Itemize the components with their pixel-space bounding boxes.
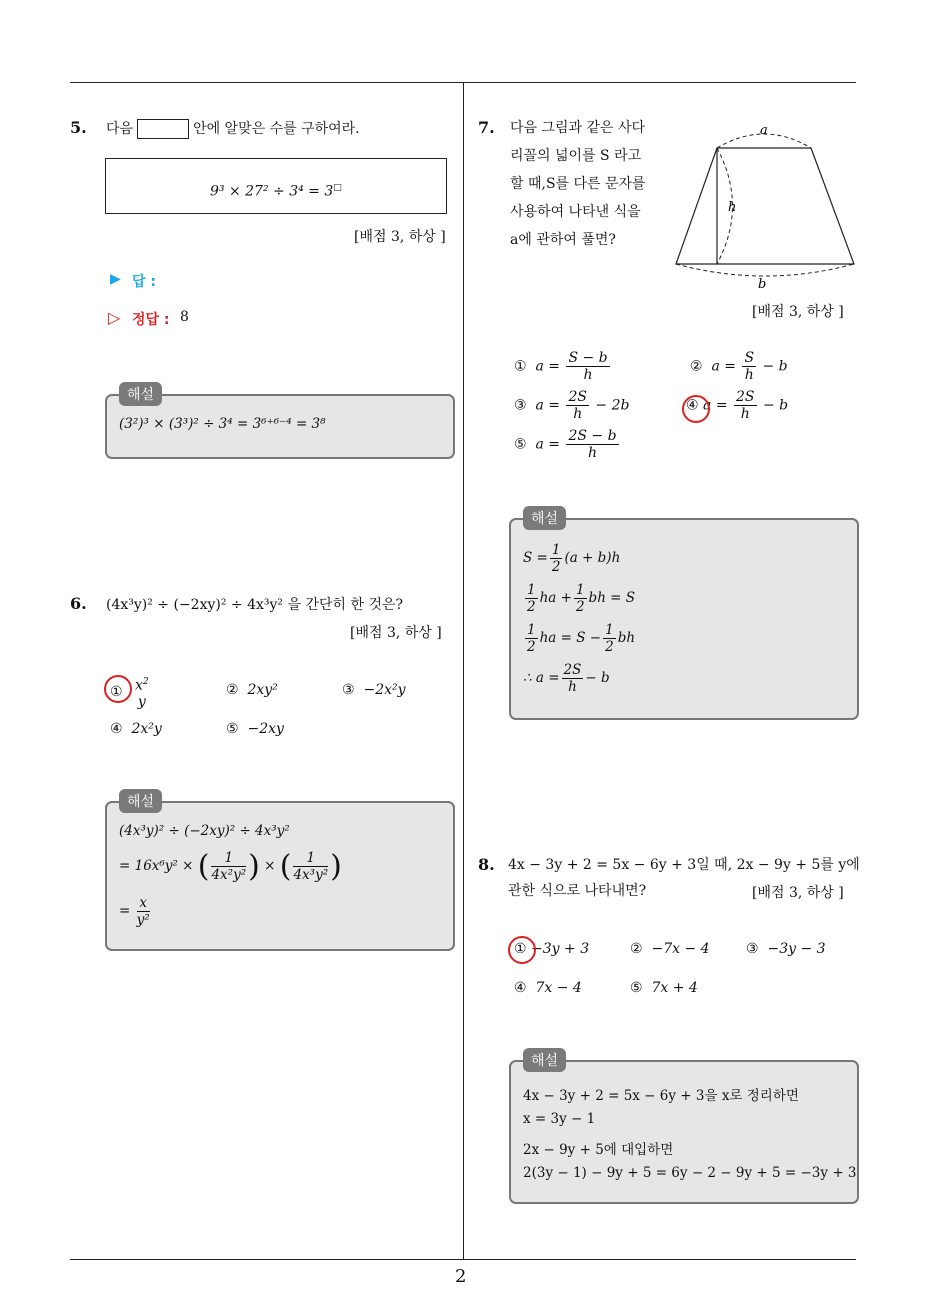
q7-choice-2[interactable] [690,350,788,383]
q7-sol-l2-num: 1 [527,582,536,598]
q7-trapezoid-figure [670,118,860,293]
column-divider [463,83,464,1260]
q7-choice-1-den: h [583,367,593,383]
q7-sol-l2-tail: bh = S [588,590,636,606]
q8-choice-3[interactable] [746,941,826,957]
q5-expression-text: 9³ × 27² ÷ 3⁴ = 3 [210,183,334,200]
q5-number: 5. [70,118,87,137]
q6-choice-2[interactable] [226,682,278,698]
q7-choice-2-fraction [742,350,756,383]
q7-sol-l4-frac [562,662,584,695]
q6-solution-line-2 [119,849,342,884]
q5-correct-label: 정답 : [132,312,170,328]
q7-choice-5-number: ⑤ [514,436,527,453]
q6-meta: [배점 3, 하상 ] [350,625,442,641]
q6-choice-1-number: ① [110,683,123,700]
q7-solution-box [509,518,859,720]
q6-solution-frac-b [293,850,328,883]
q5-text-before: 다음 [106,121,134,137]
q6-choice-1-numerator: x [135,677,143,694]
q7-line-2: 리꼴의 넓이를 S 라고 [510,148,642,164]
q7-choice-1-lhs: a = [535,358,560,375]
q7-solution-line-2 [523,582,635,615]
q7-trapezoid-outline [676,148,854,264]
q6-choice-4[interactable] [110,721,162,737]
q6-choice-3[interactable] [342,682,406,698]
q8-choice-4-text: 7x − 4 [535,980,582,996]
q7-choice-3-den: h [573,406,583,422]
q7-sol-l2-frac [525,582,538,615]
q7-choice-4-tail: − b [762,397,789,414]
q6-solution-times: × [264,858,276,874]
q7-line-5: a에 관하여 풀면? [510,232,616,248]
q7-choice-3-num: 2S [568,389,587,405]
q7-number: 7. [478,118,495,137]
q7-sol-l2-mid: ha + [539,590,572,606]
q6-solution-box [105,801,455,951]
q7-selected-circle [682,395,710,423]
q6-solution-line-3 [119,895,152,928]
q5-meta: [배점 3, 하상 ] [354,229,446,245]
q5-solution-line: (3²)³ × (3³)² ÷ 3⁴ = 3⁶⁺⁶⁻⁴ = 3⁸ [119,416,326,432]
q7-choice-1-fraction [566,350,609,383]
q7-choice-1-num: S − b [568,350,608,366]
q6-choice-5-number: ⑤ [226,721,239,737]
q5-expression [210,183,342,200]
q5-text-after: 안에 알맞은 수를 구하여라. [193,121,360,137]
q6-selected-circle [104,675,132,703]
q6-choice-1-denominator: y [137,693,146,710]
q6-choice-4-number: ④ [110,721,123,737]
q7-solution-tag: 해설 [523,506,566,530]
q7-choice-3-lhs: a = [535,397,560,414]
q6-question: (4x³y)² ÷ (−2xy)² ÷ 4x³y² 을 간단히 한 것은? [106,597,404,613]
q7-choice-5-fraction [566,428,618,461]
q8-solution-line-1: 4x − 3y + 2 = 5x − 6y + 3을 x로 정리하면 [523,1088,799,1104]
q7-sol-l3-frac [525,622,538,655]
q7-meta: [배점 3, 하상 ] [752,304,844,320]
q7-sol-l1-den: 2 [551,559,561,575]
q7-line-4: 사용하여 나타낸 식을 [510,204,641,220]
q7-solution-line-4 [523,662,610,695]
q5-solution-tag: 해설 [119,382,162,406]
q7-choice-2-den: h [744,367,754,383]
q6-paren-open-a: ( [197,849,210,884]
q7-sol-l1-num: 1 [551,542,561,558]
q7-choice-2-num: S [744,350,755,366]
q7-sol-l2-frac2 [574,582,587,615]
page-number: 2 [455,1266,467,1287]
q7-choice-1[interactable] [514,350,612,383]
q8-choice-5-text: 7x + 4 [651,980,698,996]
q7-sol-l3-den2: 2 [605,639,614,655]
q7-choice-2-lhs: a = [711,358,736,375]
q7-sol-l3-num2: 1 [605,622,614,638]
q7-solution-line-1 [523,542,620,575]
q8-choice-3-text: −3y − 3 [767,941,826,957]
q8-solution-box [509,1060,859,1204]
q7-label-b: b [758,277,767,292]
q7-solution-line-3 [523,622,635,655]
q8-solution-tag: 해설 [523,1048,566,1072]
q7-choice-3-number: ③ [514,397,527,414]
q7-sol-l2-den2: 2 [575,599,585,615]
q8-choice-2-number: ② [630,941,643,957]
q6-choice-2-number: ② [226,682,239,698]
q7-choice-5-den: h [587,445,598,461]
q6-frac-a-den: 4x²y² [211,867,247,883]
q7-sol-l4-den: h [568,679,577,695]
q8-choice-4-number: ④ [514,980,527,996]
q5-answer-label: 답 : [132,274,156,290]
q6-choice-3-number: ③ [342,682,355,698]
q6-choice-4-text: 2x²y [131,721,162,737]
q6-choice-1-fraction [133,674,151,710]
q6-paren-close-a: ) [248,849,260,884]
q7-choice-5-num: 2S − b [568,428,617,444]
q8-choice-5-number: ⑤ [630,980,643,996]
q5-blank-box [137,119,189,139]
q6-frac-b-num: 1 [293,850,328,867]
q8-line-2: 관한 식으로 나타내면? [508,883,647,899]
q7-choice-2-number: ② [690,358,703,375]
q7-label-a: a [760,123,768,138]
q8-choice-2-text: −7x − 4 [651,941,710,957]
q7-sol-l1-tail: (a + b)h [564,550,621,566]
q6-solution-frac-a [211,850,246,883]
q8-choice-1-number: ① [514,941,527,957]
q7-line-1: 다음 그림과 같은 사다 [510,120,646,136]
q7-sol-l1-lhs: S = [523,550,548,566]
q6-solution-tag: 해설 [119,789,162,813]
q7-sol-l2-den: 2 [527,599,536,615]
q7-choice-4-number: ④ [686,397,699,414]
q6-paren-close-b: ) [330,849,342,884]
q5-correct-value: 8 [180,309,189,325]
q7-sol-l3-mid: ha = S − [539,630,602,646]
q6-paren-open-b: ( [279,849,292,884]
q7-sol-l3-den: 2 [527,639,536,655]
q7-line-3: 할 때,S를 다른 문자를 [510,176,646,192]
q5-answer-marker: ▶ [110,271,121,287]
q8-solution-line-4: 2(3y − 1) − 9y + 5 = 6y − 2 − 9y + 5 = −3y + 3 [523,1165,857,1181]
q5-question [106,115,360,143]
q7-choice-5[interactable] [514,428,621,461]
q8-choice-5[interactable] [630,980,698,996]
q6-number: 6. [70,594,87,613]
q6-choice-5-text: −2xy [247,721,284,737]
q7-choice-1-number: ① [514,358,527,375]
q7-sol-l3-tail: bh [617,630,636,646]
q6-solution-line-1: (4x³y)² ÷ (−2xy)² ÷ 4x³y² [119,823,290,839]
q6-frac-b-den: 4x³y² [293,867,329,883]
q6-choice-5[interactable] [226,721,284,737]
q7-choice-4-den: h [740,406,750,422]
q7-sol-l3-frac2 [603,622,616,655]
q5-correct-marker: ▷ [108,308,121,327]
q8-solution-line-2: x = 3y − 1 [523,1111,596,1127]
q7-choice-3-tail: − 2b [595,397,630,414]
q5-expression-box [105,158,447,214]
q6-frac-a-num: 1 [211,850,246,867]
q6-solution-line-2-prefix: = 16x⁶y² × [119,858,194,874]
q8-number: 8. [478,855,495,874]
q7-choice-4-fraction [734,389,757,422]
q7-choice-4-num: 2S [736,389,755,405]
q6-solution-line-3-prefix: = [119,903,131,919]
q6-choice-2-text: 2xy² [247,682,278,698]
q7-choice-3-fraction [566,389,589,422]
q5-expression-box-symbol: □ [333,183,342,193]
q8-choice-2[interactable] [630,941,710,957]
q8-meta: [배점 3, 하상 ] [752,885,844,901]
q6-solution-frac-c [137,895,150,928]
q8-selected-circle [508,936,536,964]
q7-sol-l4-num: 2S [563,662,582,678]
q7-sol-l4-lhs: ∴ a = [523,670,560,686]
q8-choice-4[interactable] [514,980,582,996]
q7-choice-5-lhs: a = [535,436,560,453]
q7-sol-l4-tail: − b [585,670,610,686]
q7-choice-2-tail: − b [762,358,788,375]
q8-line-1: 4x − 3y + 2 = 5x − 6y + 3일 때, 2x − 9y + 5를 y에 [508,857,860,873]
q6-choice-3-text: −2x²y [363,682,406,698]
q7-choice-3[interactable] [514,389,629,422]
q7-dashed-arc-bottom [676,264,854,276]
q6-choice-1-numerator-exp: 2 [142,677,149,687]
q8-choice-3-number: ③ [746,941,759,957]
q7-sol-l2-num2: 1 [575,582,585,598]
q6-frac-c-den: y² [136,912,150,928]
q7-choice-4-lhs: a = [703,397,728,414]
q6-frac-c-num: x [137,895,150,912]
q8-solution-line-3: 2x − 9y + 5에 대입하면 [523,1142,674,1158]
q7-sol-l3-num: 1 [527,622,536,638]
q7-label-h: h [728,200,737,215]
q7-sol-l1-frac [550,542,563,575]
q8-choice-1-text: −3y + 3 [531,941,590,957]
